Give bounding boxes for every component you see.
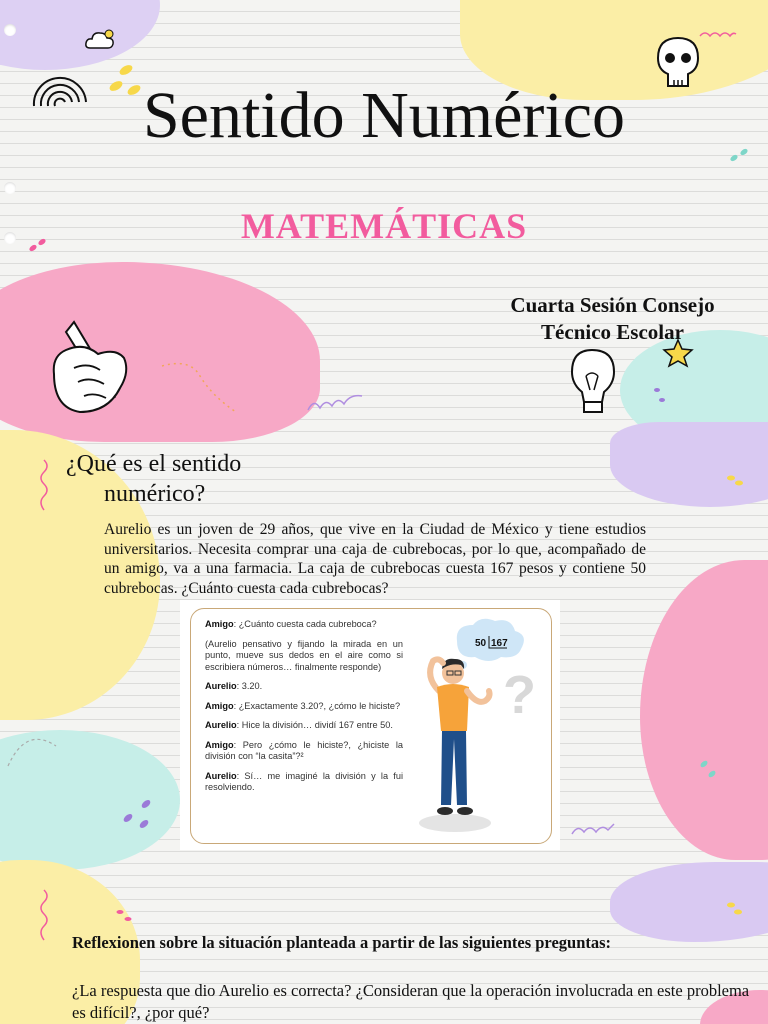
dialog-text: : Pero ¿cómo le hiciste?, ¿hiciste la división con “la casita”?² bbox=[205, 739, 403, 761]
squiggle-lavender-icon bbox=[306, 392, 364, 414]
hand-with-pencil-icon bbox=[44, 312, 134, 416]
dialog-speaker: Aurelio bbox=[205, 720, 237, 730]
confetti-yellow-right-icon bbox=[724, 468, 746, 490]
bubble-dividend: 167 bbox=[491, 638, 508, 649]
confetti-lavender-left-icon bbox=[118, 796, 158, 834]
bubble-divisor: 50 bbox=[475, 638, 487, 649]
story-paragraph: Aurelio es un joven de 29 años, que vive en la Ciudad de México y tiene estudios universitarios. Necesita comprar una caja de cubrebocas, por lo que, acompañado de un amigo, va a una farmacia. La caja de cubrebocas cuesta 167 pesos y contiene 50 cubrebocas. ¿Cuánto cuesta cada cubrebocas? bbox=[104, 521, 646, 597]
notebook-hole bbox=[4, 182, 16, 194]
squiggle-lavender-bottom-icon bbox=[570, 820, 616, 838]
dialog-line bbox=[205, 771, 403, 794]
question-line-1: ¿Qué es el sentido bbox=[66, 451, 242, 477]
dialog-text: : ¿Exactamente 3.20?, ¿cómo le hiciste? bbox=[233, 700, 401, 711]
dialog-line bbox=[205, 619, 403, 631]
zigzag-pink-bottom-icon bbox=[36, 888, 52, 942]
reflect-instruction: Reflexionen sobre la situación planteada a partir de las siguientes preguntas: bbox=[72, 933, 612, 952]
dialog-speaker: Aurelio bbox=[205, 681, 237, 691]
cloud-icon bbox=[84, 28, 116, 54]
question-line-2: numérico? bbox=[104, 481, 206, 507]
session-line-2: Técnico Escolar bbox=[541, 320, 684, 344]
thinking-man-illustration bbox=[411, 615, 547, 839]
section-question bbox=[66, 449, 241, 509]
bg-blob-pink-right bbox=[640, 560, 768, 860]
dialog-text: : Hice la división… dividí 167 entre 50. bbox=[236, 720, 393, 730]
session-label bbox=[480, 292, 745, 346]
dialog-text: : 3.20. bbox=[236, 681, 263, 691]
dialog-line bbox=[205, 720, 403, 732]
dialog-card-frame bbox=[190, 608, 552, 844]
dialog-card bbox=[180, 600, 560, 850]
dialog-speaker: Amigo bbox=[205, 619, 234, 629]
dotted-curve-icon bbox=[6, 726, 66, 786]
dialog-line bbox=[205, 701, 403, 713]
dialog-line bbox=[205, 639, 403, 674]
confetti-mint-right-icon bbox=[696, 756, 722, 782]
squiggle-pink-icon bbox=[698, 28, 738, 40]
confetti-yellow-bottom-icon bbox=[724, 898, 746, 918]
dotted-swirl-icon bbox=[160, 356, 240, 416]
confetti-pink-bottom-icon bbox=[114, 906, 136, 926]
dialog-line bbox=[205, 740, 403, 763]
dialog-text: : ¿Cuánto cuesta cada cubreboca? bbox=[233, 619, 377, 629]
confetti-lavender-icon bbox=[650, 384, 670, 408]
zigzag-pink-icon bbox=[36, 458, 52, 512]
dialog-text: : Sí… me imaginé la división y la fui resolviendo. bbox=[205, 770, 403, 792]
dialog-speaker: Aurelio bbox=[205, 770, 237, 781]
dialog-speaker: Amigo bbox=[205, 700, 234, 711]
lightbulb-icon bbox=[566, 346, 622, 416]
bg-blob-lavender-right bbox=[610, 422, 768, 507]
page-title: Sentido Numérico bbox=[142, 79, 626, 152]
session-line-1: Cuarta Sesión Consejo bbox=[510, 293, 715, 317]
dialog-text: (Aurelio pensativo y fijando la mirada en un punto, mueve sus dedos en el aire como si escribiera números… finalmente responde) bbox=[205, 638, 403, 672]
notebook-hole bbox=[4, 24, 16, 36]
reflection-question: ¿La respuesta que dio Aurelio es correcta? ¿Consideran que la operación involucrada en este problema es difícil?, ¿por qué? bbox=[72, 981, 750, 1022]
dialog-list bbox=[205, 619, 403, 802]
dialog-line bbox=[205, 681, 403, 693]
dialog-speaker: Amigo bbox=[205, 739, 234, 750]
subject-heading: MATEMÁTICAS bbox=[240, 206, 528, 246]
bg-blob-lavender-top-left bbox=[0, 0, 160, 70]
question-mark-icon: ? bbox=[503, 665, 536, 725]
